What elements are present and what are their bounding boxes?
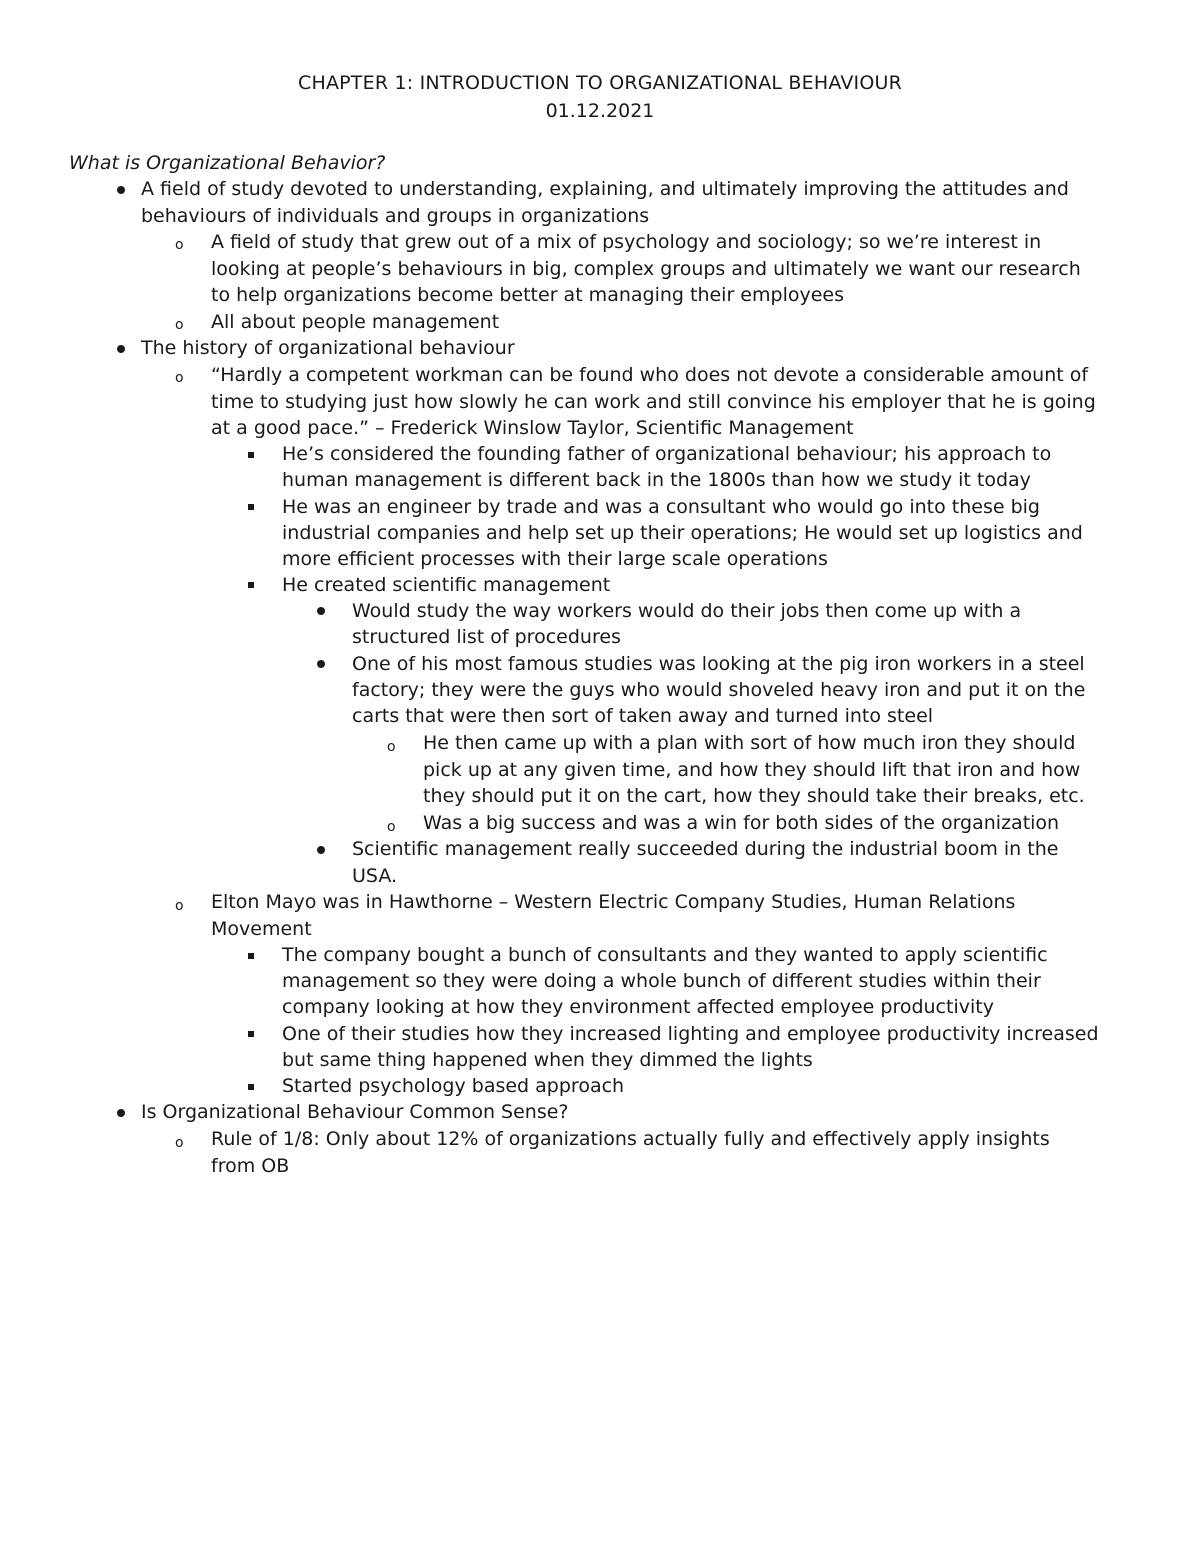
list-item-continuation: company looking at how they environment affected employee productivity bbox=[282, 996, 994, 1018]
list-item-continuation: they should put it on the cart, how they should take their breaks, etc. bbox=[423, 785, 1085, 807]
bullet-square bbox=[248, 1084, 254, 1090]
bullet-circle: o bbox=[175, 1135, 184, 1151]
list-item: The history of organizational behaviour bbox=[141, 337, 515, 359]
bullet-circle: o bbox=[175, 898, 184, 914]
document-date: 01.12.2021 bbox=[545, 100, 655, 122]
list-item: Elton Mayo was in Hawthorne – Western Electric Company Studies, Human Relations bbox=[211, 891, 1016, 913]
list-item-continuation: management so they were doing a whole bunch of different studies within their bbox=[282, 970, 1041, 992]
list-item: Would study the way workers would do their jobs then come up with a bbox=[352, 600, 1022, 622]
bullet-disc bbox=[317, 607, 325, 615]
list-item-continuation: at a good pace.” – Frederick Winslow Taylor, Scientific Management bbox=[211, 417, 854, 439]
list-item-continuation: factory; they were the guys who would shoveled heavy iron and put it on the bbox=[352, 679, 1086, 701]
list-item: Scientific management really succeeded during the industrial boom in the bbox=[352, 838, 1059, 860]
section-heading: What is Organizational Behavior? bbox=[69, 152, 386, 174]
list-item-continuation: but same thing happened when they dimmed the lights bbox=[282, 1049, 813, 1071]
bullet-square bbox=[248, 953, 254, 959]
list-item: He created scientific management bbox=[282, 574, 611, 596]
bullet-disc bbox=[317, 846, 325, 854]
bullet-disc bbox=[117, 1109, 125, 1117]
bullet-circle: o bbox=[387, 819, 396, 835]
bullet-square bbox=[248, 582, 254, 588]
bullet-disc bbox=[117, 186, 125, 194]
bullet-square bbox=[248, 1031, 254, 1037]
bullet-square bbox=[248, 504, 254, 510]
list-item-continuation: more efficient processes with their large scale operations bbox=[282, 548, 828, 570]
list-item-continuation: Movement bbox=[211, 918, 312, 940]
list-item: A field of study that grew out of a mix of psychology and sociology; so we’re interest in bbox=[211, 231, 1042, 253]
list-item-continuation: to help organizations become better at managing their employees bbox=[211, 284, 844, 306]
list-item: The company bought a bunch of consultants and they wanted to apply scientific bbox=[282, 944, 1048, 966]
list-item-continuation: human management is different back in the 1800s than how we study it today bbox=[282, 469, 1031, 491]
list-item: Started psychology based approach bbox=[282, 1075, 625, 1097]
list-item-continuation: carts that were then sort of taken away and turned into steel bbox=[352, 705, 934, 727]
bullet-circle: o bbox=[387, 739, 396, 755]
list-item: Rule of 1/8: Only about 12% of organizations actually fully and effectively apply insights bbox=[211, 1128, 1050, 1150]
list-item: Is Organizational Behaviour Common Sense? bbox=[141, 1101, 569, 1123]
list-item: All about people management bbox=[211, 311, 500, 333]
list-item: A field of study devoted to understanding, explaining, and ultimately improving the attitudes and bbox=[141, 178, 1069, 200]
list-item: He then came up with a plan with sort of how much iron they should bbox=[423, 732, 1076, 754]
document-title: CHAPTER 1: INTRODUCTION TO ORGANIZATIONAL BEHAVIOUR bbox=[298, 72, 902, 94]
bullet-disc bbox=[117, 345, 125, 353]
list-item: “Hardly a competent workman can be found who does not devote a considerable amount of bbox=[211, 364, 1089, 386]
list-item-continuation: behaviours of individuals and groups in organizations bbox=[141, 205, 650, 227]
list-item-continuation: industrial companies and help set up their operations; He would set up logistics and bbox=[282, 522, 1083, 544]
list-item-continuation: pick up at any given time, and how they should lift that iron and how bbox=[423, 759, 1081, 781]
bullet-circle: o bbox=[175, 237, 184, 253]
list-item: Was a big success and was a win for both sides of the organization bbox=[423, 812, 1060, 834]
bullet-disc bbox=[317, 660, 325, 668]
list-item: One of their studies how they increased lighting and employee productivity increased bbox=[282, 1023, 1099, 1045]
list-item: One of his most famous studies was looking at the pig iron workers in a steel bbox=[352, 653, 1085, 675]
list-item-continuation: from OB bbox=[211, 1155, 290, 1177]
list-item: He’s considered the founding father of organizational behaviour; his approach to bbox=[282, 443, 1052, 465]
list-item-continuation: structured list of procedures bbox=[352, 626, 621, 648]
list-item-continuation: USA. bbox=[352, 865, 398, 887]
list-item-continuation: looking at people’s behaviours in big, complex groups and ultimately we want our research bbox=[211, 258, 1081, 280]
bullet-circle: o bbox=[175, 317, 184, 333]
bullet-circle: o bbox=[175, 370, 184, 386]
list-item-continuation: time to studying just how slowly he can work and still convince his employer that he is going bbox=[211, 391, 1096, 413]
bullet-square bbox=[248, 452, 254, 458]
list-item: He was an engineer by trade and was a consultant who would go into these big bbox=[282, 496, 1040, 518]
